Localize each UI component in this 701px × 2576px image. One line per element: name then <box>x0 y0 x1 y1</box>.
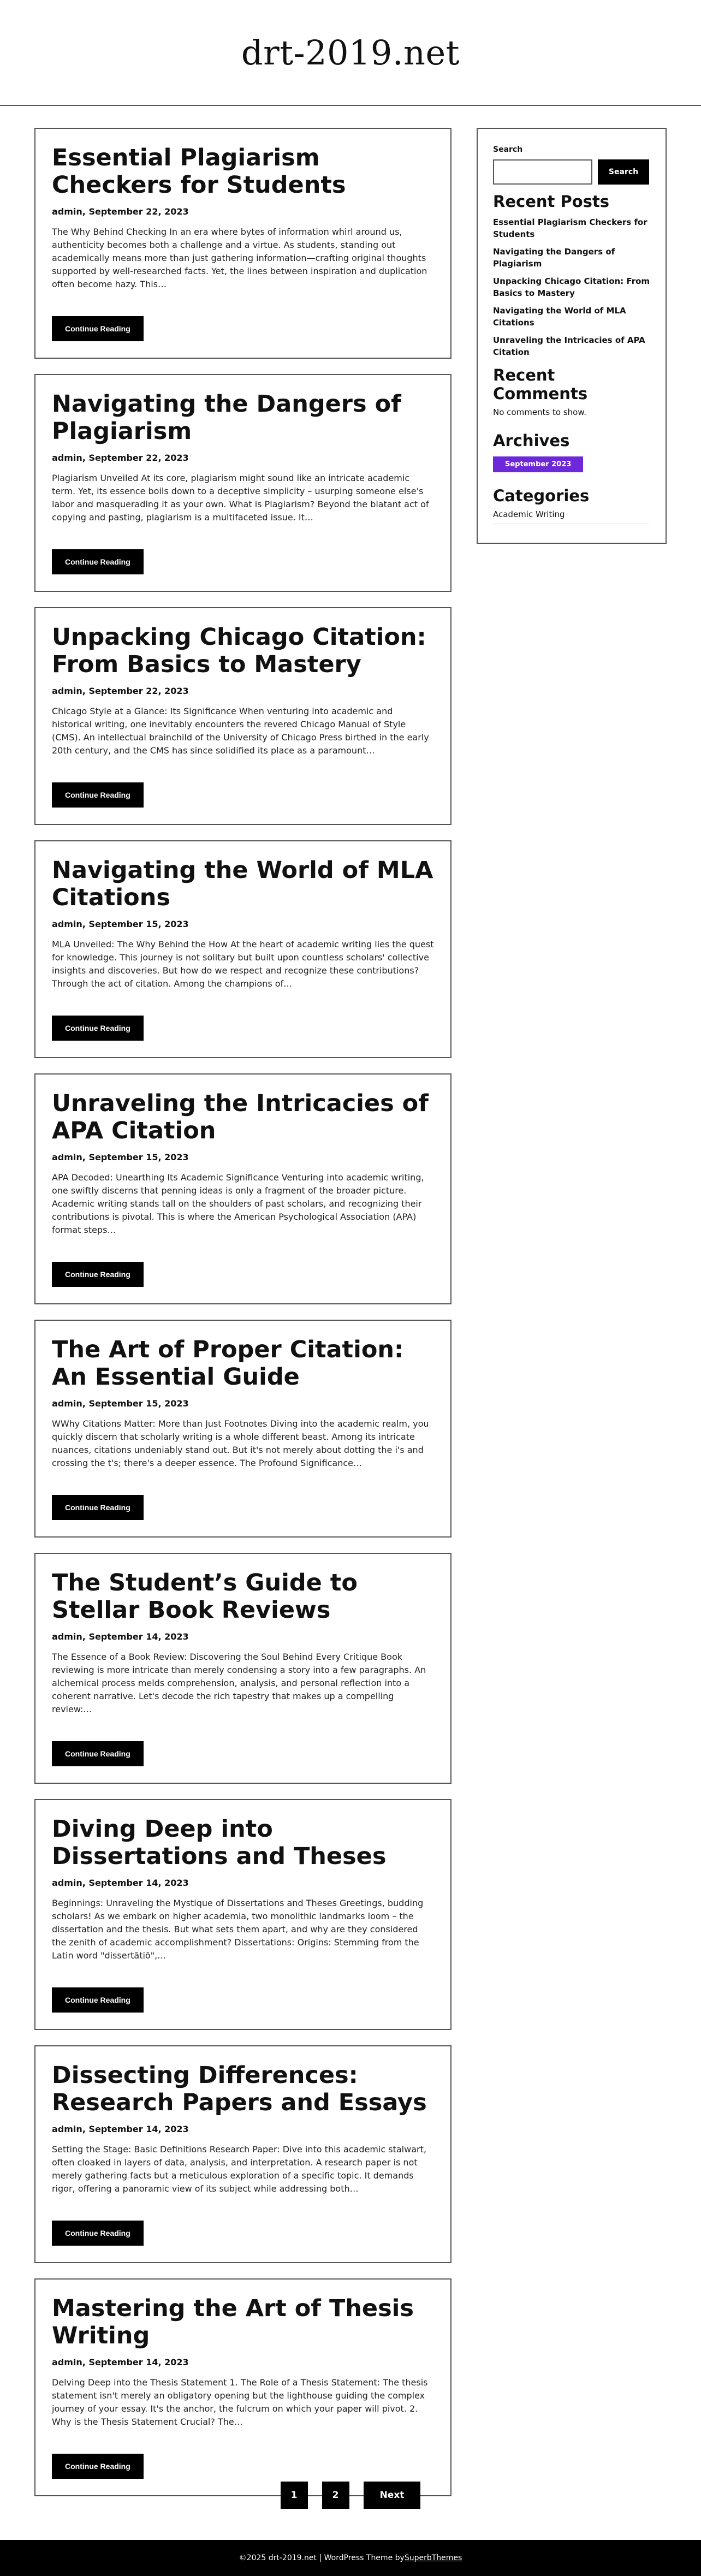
post-meta: admin, September 22, 2023 <box>52 206 189 217</box>
post-meta: admin, September 14, 2023 <box>52 1631 189 1642</box>
archives-title: Archives <box>493 431 570 450</box>
page-2-button[interactable]: 2 <box>322 2482 349 2509</box>
continue-reading-button[interactable]: Continue Reading <box>52 1262 144 1287</box>
continue-reading-button[interactable]: Continue Reading <box>52 316 144 341</box>
post-excerpt: WWhy Citations Matter: More than Just Footnotes Diving into the academic realm, you quickly discern that scholarly writing is a whole different beast. Among its intricate nuances, citations undeniably stand out. But it's not merely about dotting the i's and crossing the t's; there's a deeper essence. The Profound Significance… <box>52 1418 429 1468</box>
post-card <box>34 128 452 359</box>
post-excerpt: Delving Deep into the Thesis Statement 1. The Role of a Thesis Statement: The thesis statement isn't merely an obligatory opening but the lighthouse guiding the complex journey of your essay. It's the anchor, the fulcrum on which your paper will pivot. 2. Why is the Thesis Statement Crucial? The… <box>52 2377 428 2427</box>
post-meta: admin, September 15, 2023 <box>52 1152 189 1162</box>
post-card <box>34 607 452 825</box>
continue-reading-button[interactable]: Continue Reading <box>52 1987 144 2013</box>
post-meta: admin, September 14, 2023 <box>52 1878 189 1888</box>
recent-post-link[interactable]: Unraveling the Intricacies of APA Citation <box>493 335 645 357</box>
post-card <box>34 1320 452 1538</box>
continue-reading-button[interactable]: Continue Reading <box>52 1016 144 1041</box>
site-footer <box>0 2540 701 2576</box>
search-input[interactable] <box>493 159 592 185</box>
post-list <box>34 128 452 2512</box>
recent-posts-list <box>493 216 650 358</box>
post-title[interactable]: Diving Deep into Dissertations and Theses <box>52 1815 387 1870</box>
post-excerpt: The Why Behind Checking In an era where bytes of information whirl around us, authenticity becomes both a challenge and a virtue. As students, standing out academically means more than just gathering information—crafting original thoughts supported by well-researched facts. Yet, the lines between inspiration and duplication often become hazy. This… <box>52 227 427 289</box>
page-1-button[interactable]: 1 <box>281 2482 308 2509</box>
recent-post-link[interactable]: Navigating the World of MLA Citations <box>493 306 626 328</box>
post-excerpt: Plagiarism Unveiled At its core, plagiarism might sound like an intricate academic term. Yet, its essence boils down to a deceptive simplicity – usurping someone else's labor and masquerading it as your own. What is Plagiarism? Beyond the blatant act of copying and pasting, plagiarism is a multifaceted issue. It… <box>52 473 429 523</box>
post-title[interactable]: Dissecting Differences: Research Papers and Essays <box>52 2062 427 2116</box>
continue-reading-button[interactable]: Continue Reading <box>52 1741 144 1766</box>
post-meta: admin, September 14, 2023 <box>52 2357 189 2367</box>
recent-post-link[interactable]: Unpacking Chicago Citation: From Basics to Mastery <box>493 276 650 298</box>
post-meta: admin, September 15, 2023 <box>52 1398 189 1409</box>
post-title[interactable]: Navigating the Dangers of Plagiarism <box>52 390 401 445</box>
post-card <box>34 1799 452 2030</box>
post-meta: admin, September 15, 2023 <box>52 919 189 929</box>
post-excerpt: The Essence of a Book Review: Discovering the Soul Behind Every Critique Book reviewing is more intricate than merely condensing a story into a few paragraphs. An alchemical process melds comprehension, analysis, and personal reflection into a coherent narrative. Let's decode the rich tapestry that makes up a compelling review:… <box>52 1652 426 1714</box>
continue-reading-button[interactable]: Continue Reading <box>52 2454 144 2479</box>
continue-reading-button[interactable]: Continue Reading <box>52 2221 144 2246</box>
post-card <box>34 1553 452 1784</box>
post-excerpt: Setting the Stage: Basic Definitions Research Paper: Dive into this academic stalwart, often cloaked in layers of data, analysis, and interpretation. A research paper is not merely gathering facts but a meticulous exploration of a specific topic. It demands rigor, offering a panoramic view of its subject while addressing both… <box>52 2144 426 2194</box>
post-meta: admin, September 22, 2023 <box>52 453 189 463</box>
continue-reading-button[interactable]: Continue Reading <box>52 782 144 808</box>
search-form <box>493 159 650 185</box>
recent-posts-title: Recent Posts <box>493 192 610 211</box>
post-title[interactable]: Unpacking Chicago Citation: From Basics to Mastery <box>52 624 426 678</box>
post-card <box>34 2045 452 2263</box>
post-excerpt: MLA Unveiled: The Why Behind the How At the heart of academic writing lies the quest for knowledge. This journey is not solitary but built upon countless scholars' collective insights and discoveries. But how do we respect and recognize these contributions? Through the act of citation. Among the champions of… <box>52 939 434 989</box>
post-meta: admin, September 14, 2023 <box>52 2124 189 2134</box>
post-card <box>34 840 452 1058</box>
post-excerpt: Chicago Style at a Glance: Its Significance When venturing into academic and historical writing, one inevitably encounters the revered Chicago Manual of Style (CMS). An intellectual brainchild of the University of Chicago Press birthed in the early 20th century, and the CMS has since solidified its place as a paramount… <box>52 706 429 756</box>
footer-copyright: ©2025 drt-2019.net | WordPress Theme by <box>239 2554 405 2562</box>
site-title[interactable]: drt-2019.net <box>241 32 460 73</box>
pagination <box>0 2482 701 2509</box>
post-card <box>34 2278 452 2496</box>
continue-reading-button[interactable]: Continue Reading <box>52 1495 144 1520</box>
no-comments-text: No comments to show. <box>493 407 586 417</box>
next-page-button[interactable]: Next <box>364 2482 421 2509</box>
recent-post-link[interactable]: Navigating the Dangers of Plagiarism <box>493 247 615 269</box>
post-excerpt: APA Decoded: Unearthing Its Academic Significance Venturing into academic writing, one swiftly discerns that penning ideas is only a fragment of the broader picture. Academic writing stands tall on the shoulders of past scholars, and recognizing their contributions is pivotal. This is where the American Psychological Association (APA) format steps… <box>52 1172 424 1235</box>
sidebar <box>477 128 667 544</box>
theme-credit-link[interactable]: SuperbThemes <box>404 2554 462 2562</box>
archive-link-september-2023[interactable]: September 2023 <box>493 456 583 472</box>
site-header <box>0 0 701 106</box>
search-label: Search <box>493 145 523 154</box>
post-title[interactable]: The Art of Proper Citation: An Essential Guide <box>52 1336 404 1391</box>
categories-title: Categories <box>493 486 590 505</box>
post-title[interactable]: Navigating the World of MLA Citations <box>52 857 433 911</box>
post-excerpt: Beginnings: Unraveling the Mystique of Dissertations and Theses Greetings, budding scholars! As we embark on higher academia, two monolithic landmarks loom – the dissertation and the thesis. But what sets them apart, and why are they considered the zenith of academic accomplishment? Dissertations: Origins: Stemming from the Latin word "dissertātiō",… <box>52 1898 424 1961</box>
post-title[interactable]: The Student’s Guide to Stellar Book Reviews <box>52 1569 358 1624</box>
post-title[interactable]: Essential Plagiarism Checkers for Students <box>52 144 346 199</box>
post-title[interactable]: Unraveling the Intricacies of APA Citation <box>52 1090 429 1144</box>
continue-reading-button[interactable]: Continue Reading <box>52 549 144 574</box>
post-title[interactable]: Mastering the Art of Thesis Writing <box>52 2295 414 2349</box>
category-link-academic-writing[interactable]: Academic Writing <box>493 509 650 524</box>
post-meta: admin, September 22, 2023 <box>52 686 189 696</box>
search-button[interactable]: Search <box>598 159 649 185</box>
recent-post-link[interactable]: Essential Plagiarism Checkers for Students <box>493 217 647 239</box>
post-card <box>34 374 452 592</box>
post-card <box>34 1073 452 1304</box>
recent-comments-title: Recent Comments <box>493 366 588 403</box>
